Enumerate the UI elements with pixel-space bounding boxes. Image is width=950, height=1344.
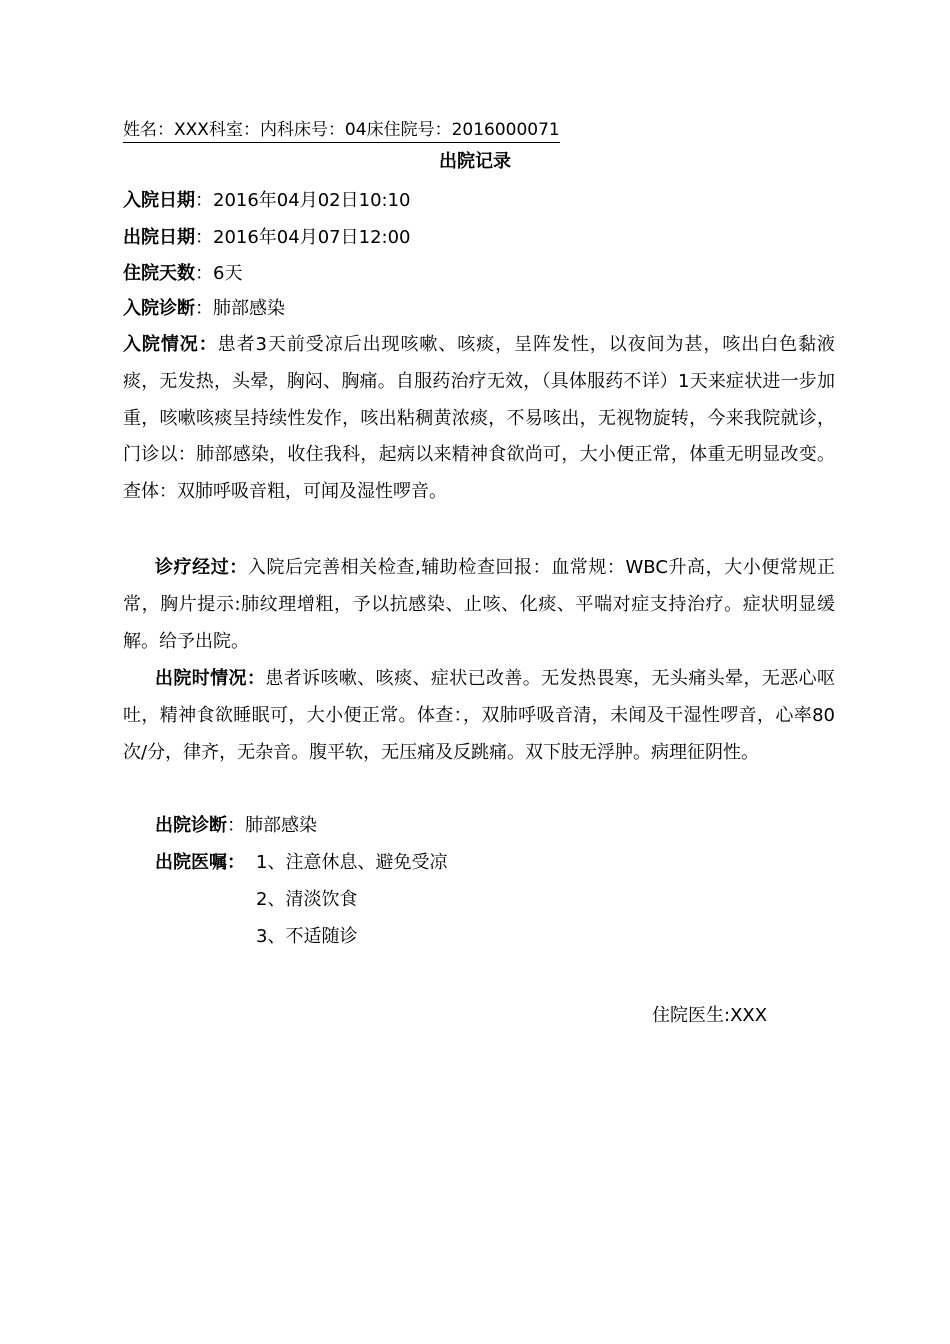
admission-date-value: ：2016年04月02日10:10 bbox=[195, 190, 411, 211]
discharge-condition-text: 患者诉咳嗽、咳痰、症状已改善。无发热畏寒，无头痛头晕，无恶心呕吐，精神食欲睡眠可，大小便正常。体查：，双肺呼吸音清，未闻及干湿性啰音，心率80次/分，律齐，无杂音。腹平软，无压痛及反跳痛。双下肢无浮肿。病理征阴性。 bbox=[123, 668, 836, 763]
physician-signature: 住院医生:XXX bbox=[652, 1005, 768, 1026]
admission-date-label: 入院日期 bbox=[123, 190, 195, 211]
stay-days-value: ：6天 bbox=[195, 263, 243, 284]
admission-condition-paragraph bbox=[123, 327, 835, 511]
discharge-date-value: ：2016年04月07日12:00 bbox=[195, 227, 411, 248]
discharge-condition-paragraph bbox=[123, 661, 835, 771]
stay-days-field bbox=[123, 262, 242, 286]
discharge-advice-item: 1、注意休息、避免受凉 bbox=[256, 852, 448, 873]
stay-days-label: 住院天数 bbox=[123, 263, 195, 284]
treatment-course-text: 入院后完善相关检查,辅助检查回报：血常规：WBC升高，大小便常规正常，胸片提示:肺纹理增粗，予以抗感染、止咳、化痰、平喘对症支持治疗。症状明显缓解。给予出院。 bbox=[123, 557, 835, 652]
discharge-date-field bbox=[123, 226, 411, 250]
admission-condition-text: 患者3天前受凉后出现咳嗽、咳痰，呈阵发性，以夜间为甚，咳出白色黏液痰，无发热，头晕，胸闷、胸痛。自服药治疗无效，（具体服药不详）1天来症状进一步加重，咳嗽咳痰呈持续性发作，咳出粘稠黄浓痰，不易咳出，无视物旋转，今来我院就诊，门诊以：肺部感染，收住我科，起病以来精神食欲尚可，大小便正常，体重无明显改变。查体：双肺呼吸音粗，可闻及湿性啰音。 bbox=[123, 334, 835, 503]
admission-diagnosis-field bbox=[123, 297, 285, 321]
admission-diagnosis-value: ：肺部感染 bbox=[195, 298, 285, 319]
discharge-diagnosis-field bbox=[155, 814, 317, 838]
discharge-date-label: 出院日期 bbox=[123, 227, 195, 248]
discharge-advice-label: 出院医嘱： bbox=[155, 852, 245, 873]
discharge-advice-item: 3、不适随诊 bbox=[256, 926, 358, 947]
discharge-advice-item: 2、清淡饮食 bbox=[256, 889, 358, 910]
page-title: 出院记录 bbox=[439, 151, 511, 172]
discharge-diagnosis-label: 出院诊断 bbox=[155, 815, 227, 836]
treatment-course-label: 诊疗经过： bbox=[155, 557, 248, 578]
admission-diagnosis-label: 入院诊断 bbox=[123, 298, 195, 319]
patient-info-header: 姓名：XXX科室：内科床号：04床住院号：2016000071 bbox=[123, 119, 560, 143]
discharge-diagnosis-value: ：肺部感染 bbox=[227, 815, 317, 836]
admission-condition-label: 入院情况： bbox=[123, 334, 218, 355]
admission-date-field bbox=[123, 189, 411, 213]
treatment-course-paragraph bbox=[123, 550, 835, 660]
discharge-advice-label-wrap bbox=[155, 851, 245, 875]
discharge-condition-label: 出院时情况： bbox=[155, 668, 266, 689]
